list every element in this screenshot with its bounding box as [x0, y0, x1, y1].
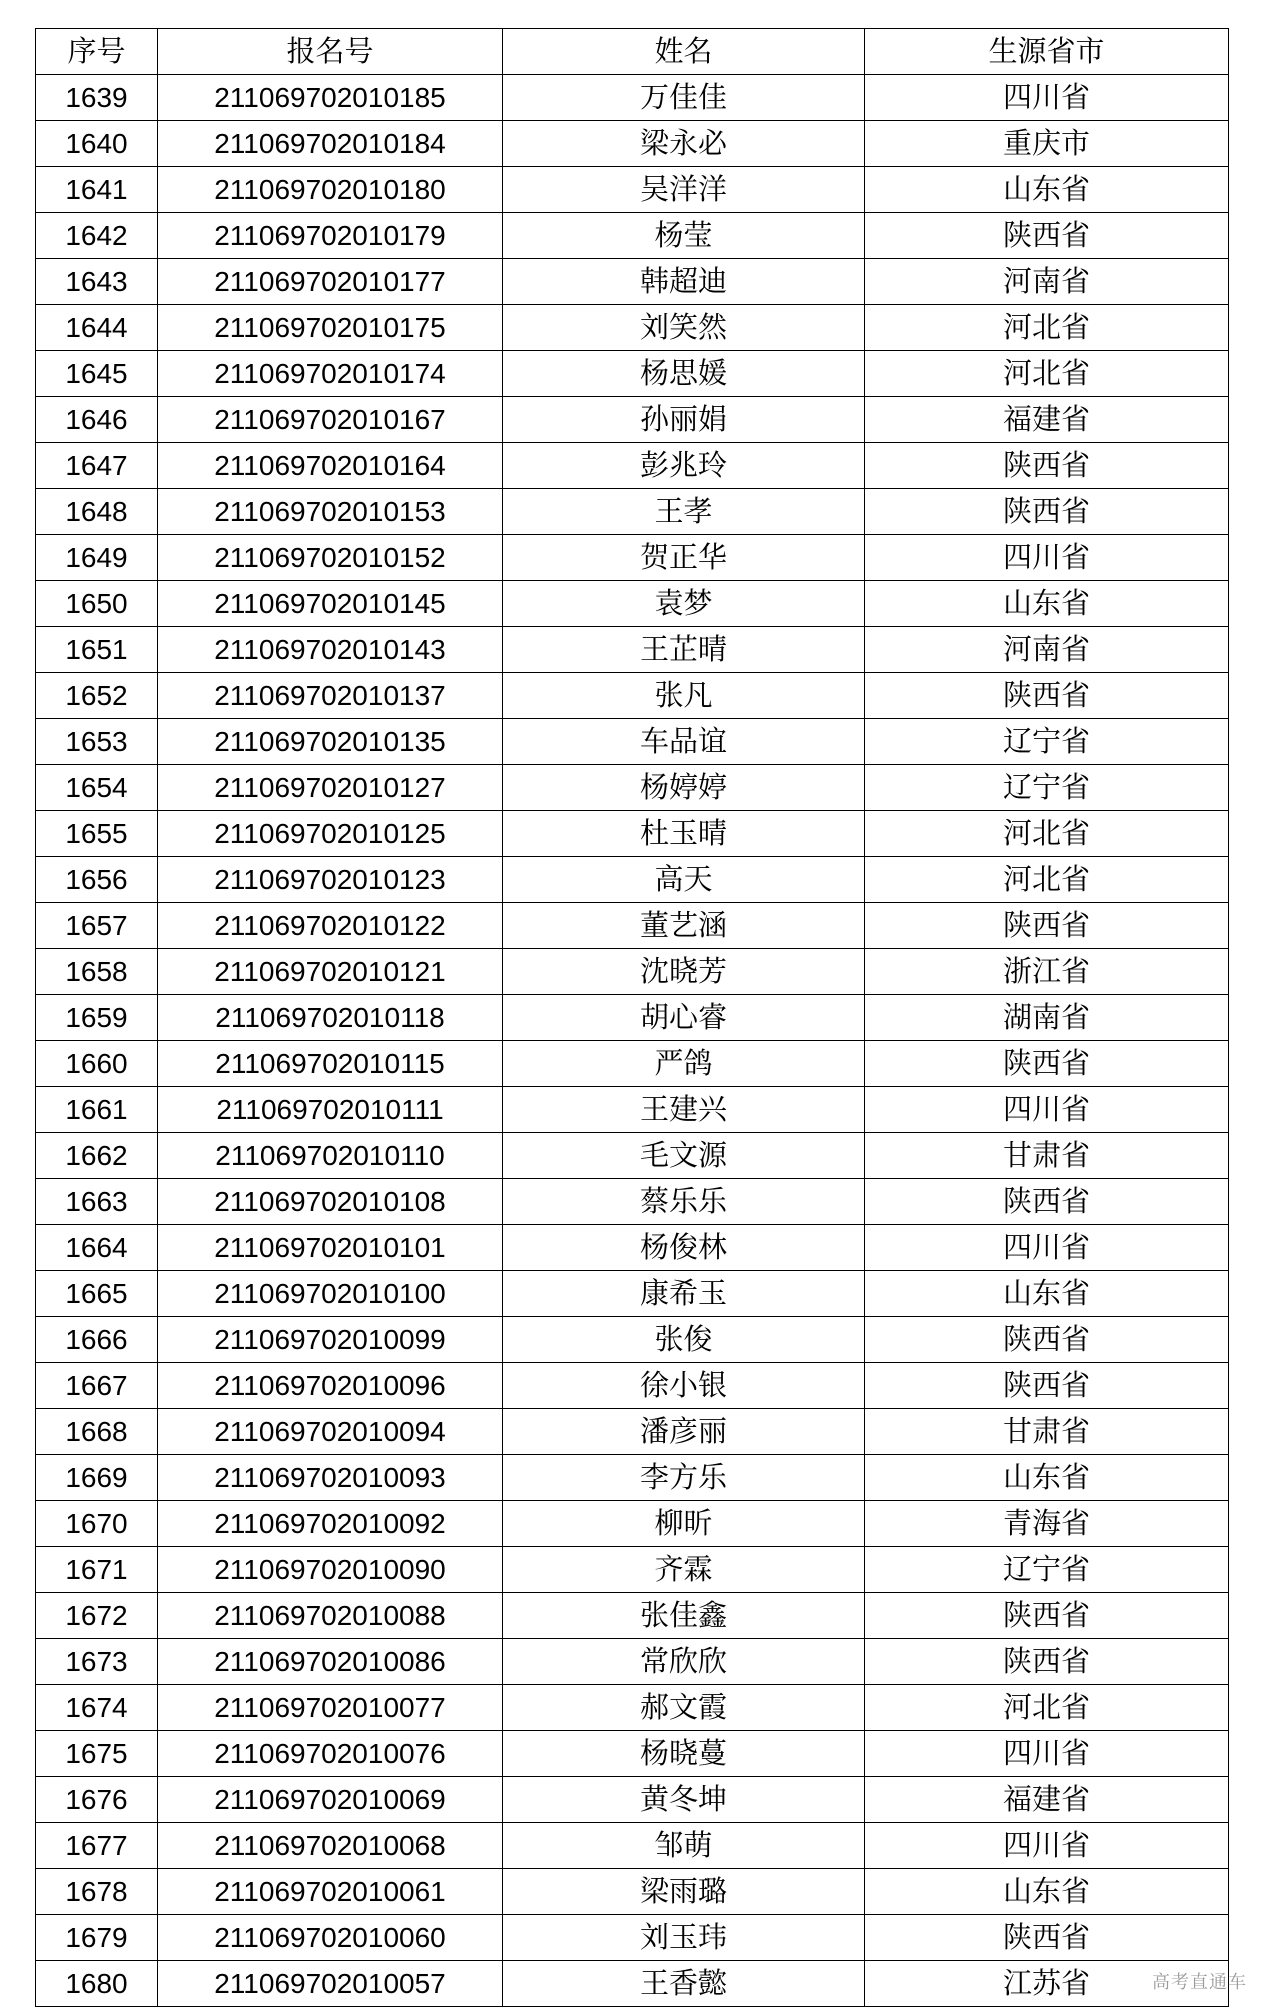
cell-registration-no: 211069702010110	[158, 1133, 503, 1179]
cell-province: 山东省	[865, 1869, 1229, 1915]
cell-province: 山东省	[865, 1455, 1229, 1501]
table-row	[36, 259, 1229, 305]
table-body	[36, 75, 1229, 2007]
cell-name: 王孝	[503, 489, 865, 535]
cell-seq: 1646	[36, 397, 158, 443]
table-row	[36, 489, 1229, 535]
table-row	[36, 1179, 1229, 1225]
cell-province: 陕西省	[865, 1593, 1229, 1639]
cell-registration-no: 211069702010118	[158, 995, 503, 1041]
header-registration-no: 报名号	[158, 29, 503, 75]
cell-name: 刘笑然	[503, 305, 865, 351]
table-row	[36, 1133, 1229, 1179]
table-row	[36, 1041, 1229, 1087]
cell-registration-no: 211069702010177	[158, 259, 503, 305]
table-row	[36, 1777, 1229, 1823]
cell-province: 河南省	[865, 627, 1229, 673]
cell-name: 张俊	[503, 1317, 865, 1363]
table-row	[36, 765, 1229, 811]
cell-registration-no: 211069702010122	[158, 903, 503, 949]
cell-registration-no: 211069702010180	[158, 167, 503, 213]
table-row	[36, 1915, 1229, 1961]
cell-seq: 1666	[36, 1317, 158, 1363]
cell-seq: 1668	[36, 1409, 158, 1455]
cell-registration-no: 211069702010121	[158, 949, 503, 995]
cell-seq: 1647	[36, 443, 158, 489]
cell-province: 山东省	[865, 581, 1229, 627]
cell-registration-no: 211069702010100	[158, 1271, 503, 1317]
cell-name: 黄冬坤	[503, 1777, 865, 1823]
cell-province: 江苏省	[865, 1961, 1229, 2007]
cell-registration-no: 211069702010127	[158, 765, 503, 811]
cell-name: 胡心睿	[503, 995, 865, 1041]
cell-province: 青海省	[865, 1501, 1229, 1547]
cell-province: 河北省	[865, 305, 1229, 351]
cell-registration-no: 211069702010143	[158, 627, 503, 673]
table-row	[36, 1593, 1229, 1639]
cell-seq: 1660	[36, 1041, 158, 1087]
cell-registration-no: 211069702010115	[158, 1041, 503, 1087]
cell-seq: 1640	[36, 121, 158, 167]
cell-seq: 1649	[36, 535, 158, 581]
table-header	[36, 29, 1229, 75]
table-row	[36, 1961, 1229, 2007]
cell-name: 高天	[503, 857, 865, 903]
cell-province: 四川省	[865, 1823, 1229, 1869]
cell-name: 董艺涵	[503, 903, 865, 949]
cell-seq: 1653	[36, 719, 158, 765]
cell-seq: 1644	[36, 305, 158, 351]
cell-province: 四川省	[865, 75, 1229, 121]
table-row	[36, 811, 1229, 857]
cell-name: 蔡乐乐	[503, 1179, 865, 1225]
cell-seq: 1659	[36, 995, 158, 1041]
table-row	[36, 1317, 1229, 1363]
cell-registration-no: 211069702010137	[158, 673, 503, 719]
cell-seq: 1664	[36, 1225, 158, 1271]
table-row	[36, 1823, 1229, 1869]
cell-seq: 1641	[36, 167, 158, 213]
table-row	[36, 167, 1229, 213]
cell-province: 河北省	[865, 811, 1229, 857]
cell-name: 杨俊林	[503, 1225, 865, 1271]
cell-registration-no: 211069702010068	[158, 1823, 503, 1869]
cell-registration-no: 211069702010092	[158, 1501, 503, 1547]
table-row	[36, 1501, 1229, 1547]
cell-province: 辽宁省	[865, 1547, 1229, 1593]
table-row	[36, 1731, 1229, 1777]
cell-name: 严鸽	[503, 1041, 865, 1087]
cell-seq: 1678	[36, 1869, 158, 1915]
cell-name: 常欣欣	[503, 1639, 865, 1685]
cell-registration-no: 211069702010090	[158, 1547, 503, 1593]
cell-name: 吴洋洋	[503, 167, 865, 213]
cell-province: 陕西省	[865, 1363, 1229, 1409]
cell-province: 河南省	[865, 259, 1229, 305]
cell-name: 韩超迪	[503, 259, 865, 305]
cell-province: 福建省	[865, 1777, 1229, 1823]
cell-registration-no: 211069702010123	[158, 857, 503, 903]
watermark-text: 高考直通车	[1152, 1972, 1247, 1993]
cell-registration-no: 211069702010164	[158, 443, 503, 489]
cell-name: 刘玉玮	[503, 1915, 865, 1961]
cell-seq: 1665	[36, 1271, 158, 1317]
table-row	[36, 121, 1229, 167]
cell-registration-no: 211069702010135	[158, 719, 503, 765]
cell-seq: 1663	[36, 1179, 158, 1225]
cell-seq: 1642	[36, 213, 158, 259]
table-row	[36, 1639, 1229, 1685]
table-row	[36, 1869, 1229, 1915]
table-row	[36, 857, 1229, 903]
cell-seq: 1677	[36, 1823, 158, 1869]
cell-province: 陕西省	[865, 443, 1229, 489]
cell-name: 张凡	[503, 673, 865, 719]
cell-registration-no: 211069702010174	[158, 351, 503, 397]
cell-province: 甘肃省	[865, 1409, 1229, 1455]
cell-seq: 1671	[36, 1547, 158, 1593]
cell-seq: 1657	[36, 903, 158, 949]
cell-registration-no: 211069702010069	[158, 1777, 503, 1823]
header-name: 姓名	[503, 29, 865, 75]
cell-registration-no: 211069702010086	[158, 1639, 503, 1685]
cell-registration-no: 211069702010145	[158, 581, 503, 627]
cell-name: 彭兆玲	[503, 443, 865, 489]
cell-province: 辽宁省	[865, 719, 1229, 765]
cell-registration-no: 211069702010077	[158, 1685, 503, 1731]
table-row	[36, 397, 1229, 443]
table-row	[36, 673, 1229, 719]
cell-seq: 1673	[36, 1639, 158, 1685]
cell-province: 四川省	[865, 1087, 1229, 1133]
table-row	[36, 305, 1229, 351]
cell-registration-no: 211069702010093	[158, 1455, 503, 1501]
table-row	[36, 535, 1229, 581]
cell-seq: 1662	[36, 1133, 158, 1179]
cell-seq: 1651	[36, 627, 158, 673]
cell-province: 福建省	[865, 397, 1229, 443]
cell-seq: 1650	[36, 581, 158, 627]
cell-name: 邹萌	[503, 1823, 865, 1869]
cell-name: 王建兴	[503, 1087, 865, 1133]
table-row	[36, 213, 1229, 259]
cell-seq: 1672	[36, 1593, 158, 1639]
cell-registration-no: 211069702010057	[158, 1961, 503, 2007]
cell-province: 陕西省	[865, 1317, 1229, 1363]
cell-registration-no: 211069702010094	[158, 1409, 503, 1455]
table-row	[36, 949, 1229, 995]
cell-registration-no: 211069702010099	[158, 1317, 503, 1363]
cell-name: 杨晓蔓	[503, 1731, 865, 1777]
cell-registration-no: 211069702010111	[158, 1087, 503, 1133]
table-row	[36, 1087, 1229, 1133]
cell-seq: 1639	[36, 75, 158, 121]
roster-table	[35, 28, 1229, 2007]
cell-name: 王香懿	[503, 1961, 865, 2007]
cell-seq: 1652	[36, 673, 158, 719]
table-row	[36, 351, 1229, 397]
cell-province: 陕西省	[865, 1041, 1229, 1087]
cell-name: 毛文源	[503, 1133, 865, 1179]
table-row	[36, 1363, 1229, 1409]
cell-province: 山东省	[865, 167, 1229, 213]
cell-name: 杨莹	[503, 213, 865, 259]
table-row	[36, 581, 1229, 627]
cell-province: 山东省	[865, 1271, 1229, 1317]
cell-seq: 1661	[36, 1087, 158, 1133]
table-row	[36, 1455, 1229, 1501]
cell-province: 四川省	[865, 1225, 1229, 1271]
cell-registration-no: 211069702010101	[158, 1225, 503, 1271]
cell-province: 河北省	[865, 857, 1229, 903]
cell-name: 潘彦丽	[503, 1409, 865, 1455]
cell-province: 辽宁省	[865, 765, 1229, 811]
cell-name: 梁永必	[503, 121, 865, 167]
cell-province: 陕西省	[865, 673, 1229, 719]
cell-seq: 1654	[36, 765, 158, 811]
cell-registration-no: 211069702010108	[158, 1179, 503, 1225]
cell-seq: 1656	[36, 857, 158, 903]
cell-seq: 1670	[36, 1501, 158, 1547]
cell-name: 徐小银	[503, 1363, 865, 1409]
cell-name: 王芷晴	[503, 627, 865, 673]
cell-registration-no: 211069702010061	[158, 1869, 503, 1915]
cell-province: 河北省	[865, 351, 1229, 397]
cell-seq: 1675	[36, 1731, 158, 1777]
cell-seq: 1669	[36, 1455, 158, 1501]
header-province: 生源省市	[865, 29, 1229, 75]
cell-seq: 1680	[36, 1961, 158, 2007]
cell-name: 杨婷婷	[503, 765, 865, 811]
cell-seq: 1648	[36, 489, 158, 535]
cell-province: 陕西省	[865, 1179, 1229, 1225]
table-row	[36, 719, 1229, 765]
cell-registration-no: 211069702010179	[158, 213, 503, 259]
cell-province: 四川省	[865, 1731, 1229, 1777]
cell-registration-no: 211069702010096	[158, 1363, 503, 1409]
roster-sheet	[35, 28, 1229, 2007]
cell-registration-no: 211069702010153	[158, 489, 503, 535]
table-row	[36, 1225, 1229, 1271]
cell-name: 郝文霞	[503, 1685, 865, 1731]
cell-name: 沈晓芳	[503, 949, 865, 995]
table-row	[36, 1547, 1229, 1593]
cell-province: 四川省	[865, 535, 1229, 581]
cell-province: 陕西省	[865, 1915, 1229, 1961]
cell-name: 贺正华	[503, 535, 865, 581]
cell-province: 甘肃省	[865, 1133, 1229, 1179]
cell-province: 陕西省	[865, 1639, 1229, 1685]
cell-seq: 1679	[36, 1915, 158, 1961]
cell-province: 陕西省	[865, 903, 1229, 949]
table-row	[36, 627, 1229, 673]
cell-name: 张佳鑫	[503, 1593, 865, 1639]
cell-name: 梁雨璐	[503, 1869, 865, 1915]
cell-province: 陕西省	[865, 213, 1229, 259]
cell-registration-no: 211069702010076	[158, 1731, 503, 1777]
cell-seq: 1667	[36, 1363, 158, 1409]
cell-name: 李方乐	[503, 1455, 865, 1501]
cell-province: 湖南省	[865, 995, 1229, 1041]
cell-seq: 1676	[36, 1777, 158, 1823]
table-row	[36, 1271, 1229, 1317]
cell-registration-no: 211069702010152	[158, 535, 503, 581]
cell-registration-no: 211069702010185	[158, 75, 503, 121]
cell-seq: 1655	[36, 811, 158, 857]
cell-name: 柳昕	[503, 1501, 865, 1547]
cell-name: 齐霖	[503, 1547, 865, 1593]
header-seq: 序号	[36, 29, 158, 75]
table-row	[36, 1409, 1229, 1455]
table-row	[36, 443, 1229, 489]
cell-registration-no: 211069702010125	[158, 811, 503, 857]
cell-seq: 1658	[36, 949, 158, 995]
cell-province: 河北省	[865, 1685, 1229, 1731]
cell-name: 万佳佳	[503, 75, 865, 121]
cell-province: 重庆市	[865, 121, 1229, 167]
cell-registration-no: 211069702010167	[158, 397, 503, 443]
cell-name: 杨思媛	[503, 351, 865, 397]
cell-seq: 1643	[36, 259, 158, 305]
table-row	[36, 903, 1229, 949]
table-row	[36, 75, 1229, 121]
cell-registration-no: 211069702010175	[158, 305, 503, 351]
cell-name: 车品谊	[503, 719, 865, 765]
cell-province: 浙江省	[865, 949, 1229, 995]
cell-seq: 1645	[36, 351, 158, 397]
header-row	[36, 29, 1229, 75]
cell-name: 袁梦	[503, 581, 865, 627]
cell-seq: 1674	[36, 1685, 158, 1731]
cell-name: 杜玉晴	[503, 811, 865, 857]
cell-name: 孙丽娟	[503, 397, 865, 443]
cell-registration-no: 211069702010184	[158, 121, 503, 167]
table-row	[36, 995, 1229, 1041]
cell-name: 康希玉	[503, 1271, 865, 1317]
table-row	[36, 1685, 1229, 1731]
cell-registration-no: 211069702010060	[158, 1915, 503, 1961]
cell-registration-no: 211069702010088	[158, 1593, 503, 1639]
cell-province: 陕西省	[865, 489, 1229, 535]
